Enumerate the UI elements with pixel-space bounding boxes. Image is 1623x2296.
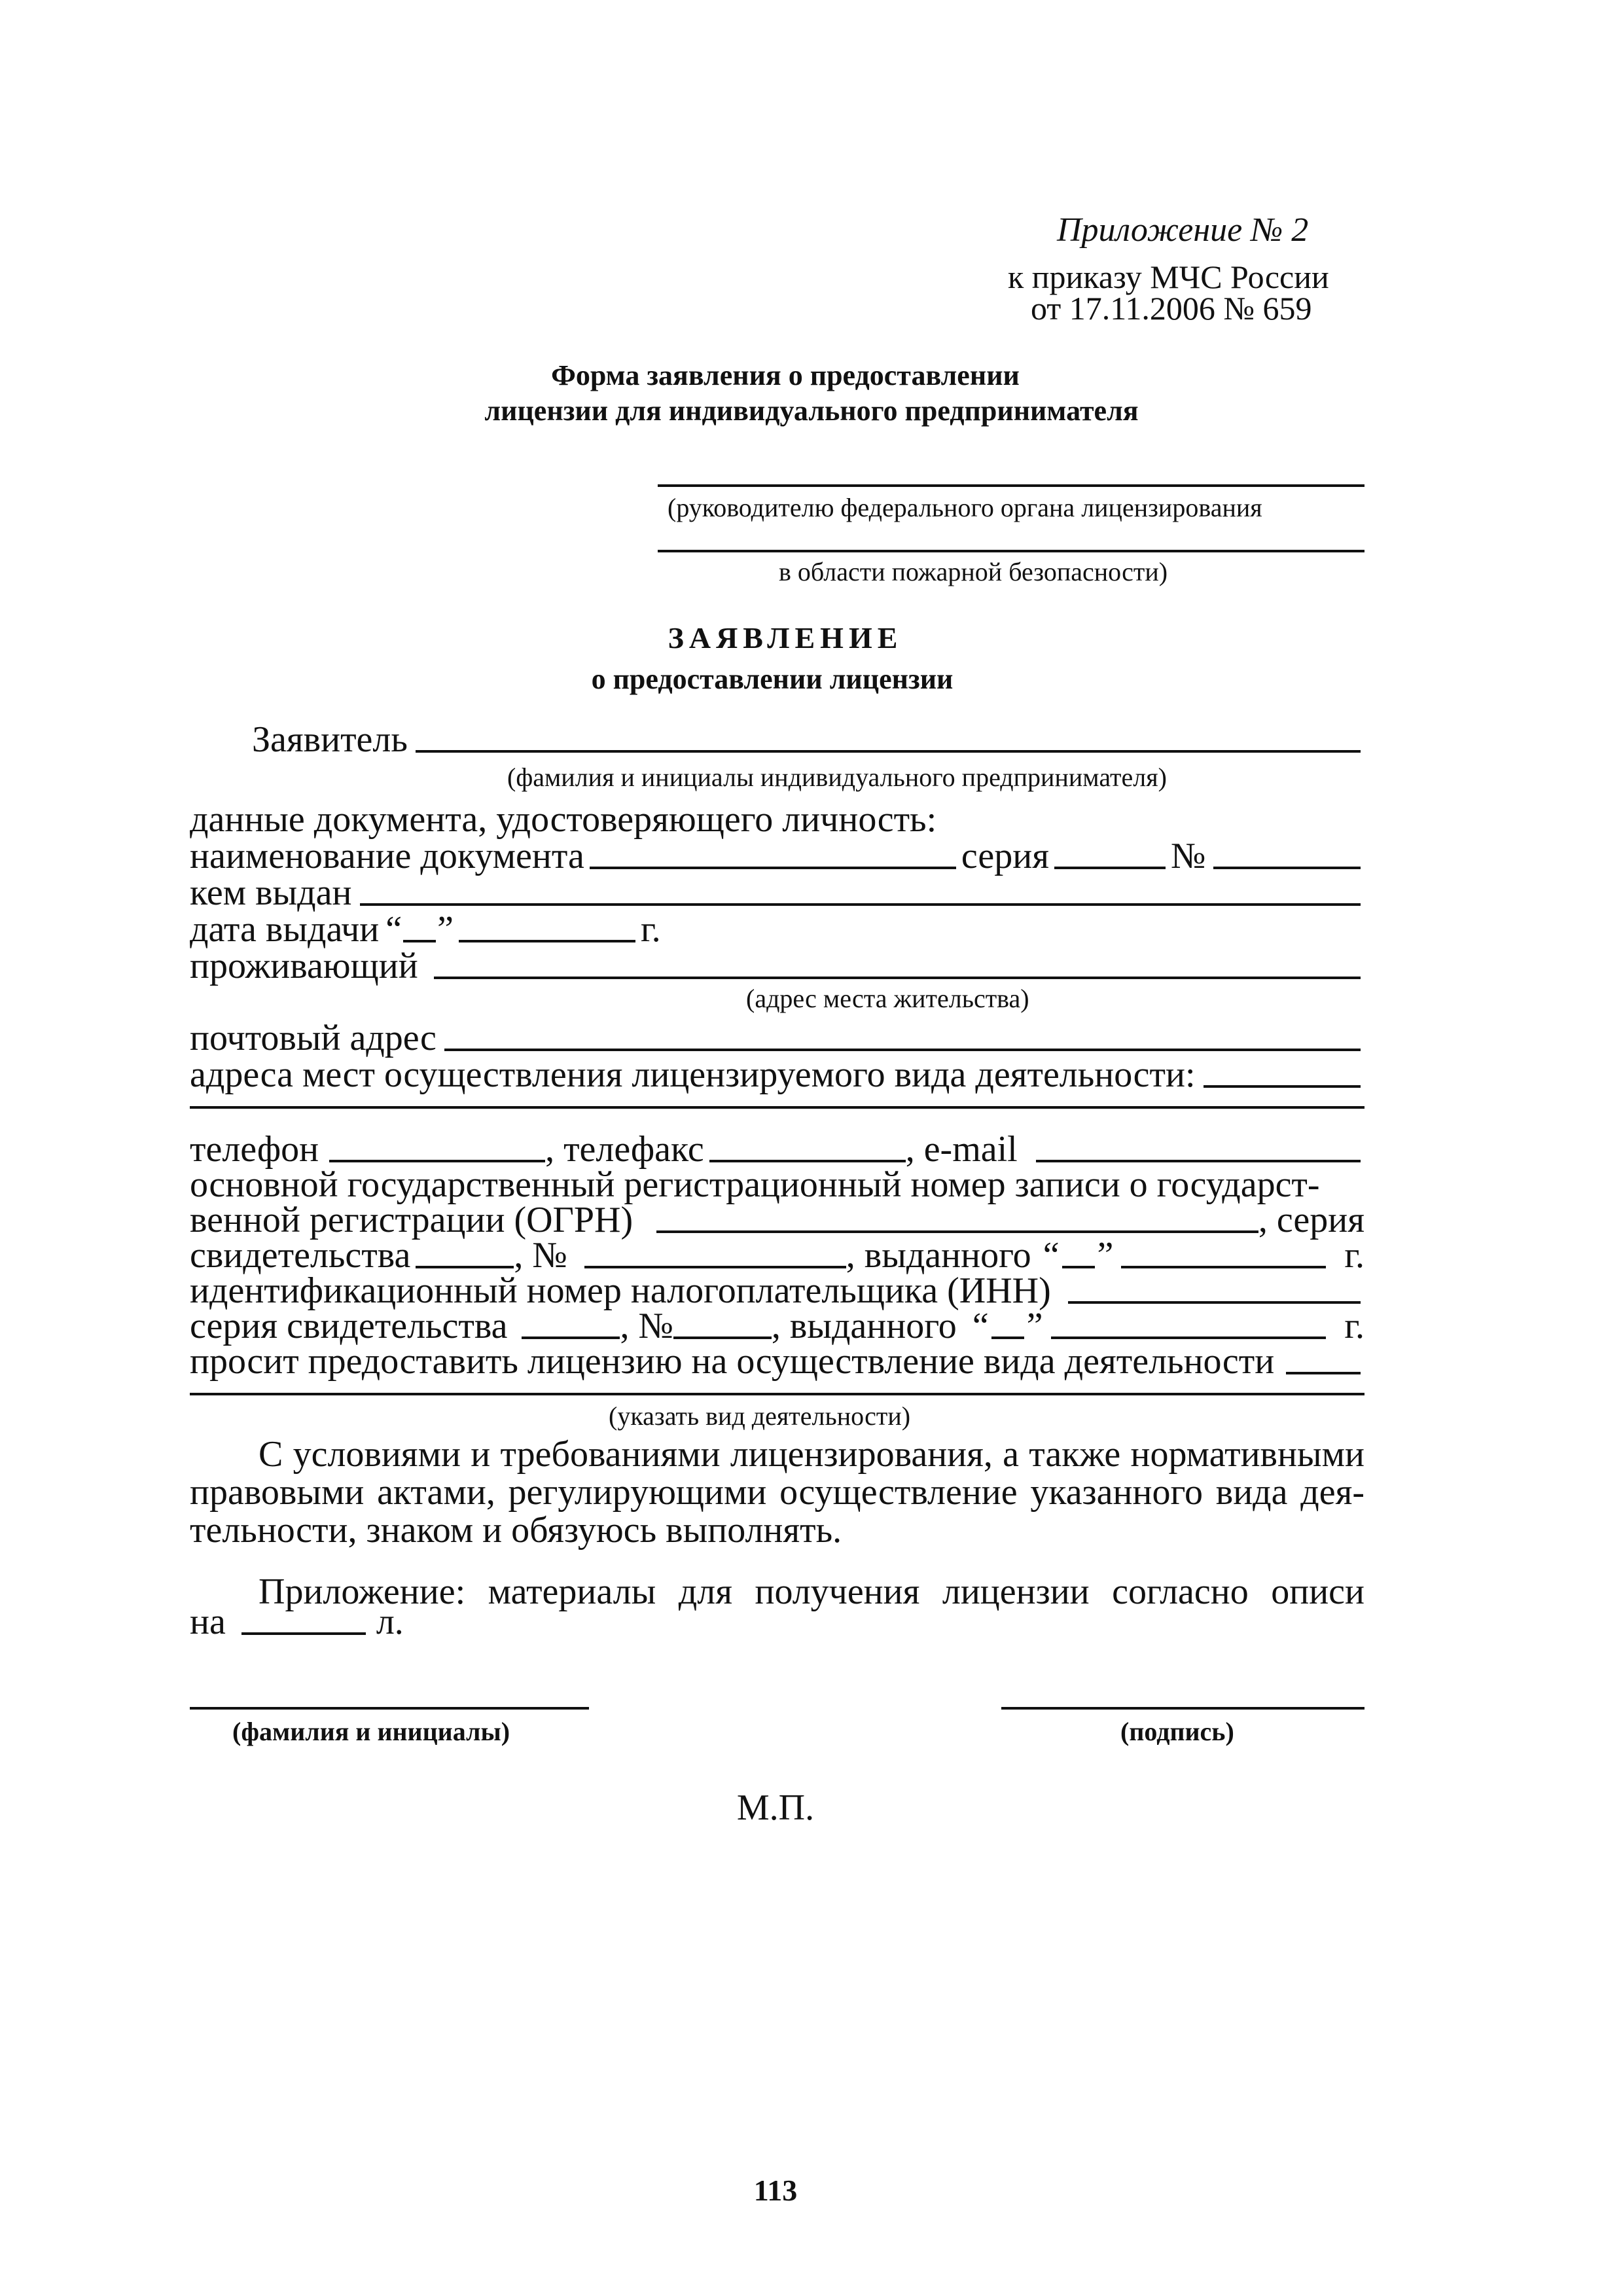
ogrn-series-label: , серия — [1258, 1200, 1364, 1240]
order-reference-line1: к приказу МЧС России — [1008, 259, 1329, 295]
inn-label: идентификационный номер налогоплательщика (ИНН) — [190, 1270, 1051, 1311]
order-reference-line2: от 17.11.2006 № 659 — [1031, 290, 1312, 327]
doc-number-label: № — [1170, 836, 1206, 876]
cert-issued-label: , выданного — [771, 1306, 957, 1346]
applicant-field[interactable] — [416, 750, 1361, 753]
postal-address-row — [190, 1018, 1364, 1059]
residing-label: проживающий — [190, 946, 418, 986]
postal-address-field[interactable] — [444, 1049, 1361, 1051]
applicant-label: Заявитель — [252, 719, 408, 760]
issued-by-field[interactable] — [360, 903, 1361, 906]
issue-date-label: дата выдачи — [190, 909, 380, 950]
certificate-label: свидетельства — [190, 1235, 411, 1276]
issue-date-row — [190, 910, 1364, 950]
applicant-row — [252, 720, 1364, 761]
addressee-hint-2: в области пожарной безопасности) — [779, 557, 1168, 586]
issue-date-quote-close: ” — [437, 909, 454, 950]
residence-hint: (адрес места жительства) — [746, 984, 1029, 1013]
activity-addresses-field[interactable] — [1204, 1085, 1361, 1088]
conditions-line-3: тельности, знаком и обязуюсь выполнять. — [190, 1510, 842, 1551]
certificate-quote-close: ” — [1097, 1235, 1114, 1276]
appendix-number: Приложение № 2 — [1057, 211, 1309, 249]
attachment-row-2 — [190, 1602, 517, 1643]
attachment-sheets-field[interactable] — [241, 1632, 366, 1635]
statement-subtitle: о предоставлении лицензии — [591, 663, 954, 695]
cert-number-label: , № — [620, 1306, 673, 1346]
email-label: , e-mail — [905, 1129, 1018, 1170]
activity-addresses-row — [190, 1055, 1364, 1096]
doc-series-field[interactable] — [1054, 867, 1166, 869]
doc-name-row — [190, 836, 1364, 877]
issued-by-row — [190, 873, 1364, 914]
addressee-line-1[interactable] — [658, 484, 1364, 487]
conditions-line-2: правовыми актами, регулирующими осуществление указанного вида дея- — [190, 1472, 1364, 1513]
issue-day-field[interactable] — [403, 940, 436, 942]
name-signature-line[interactable] — [190, 1707, 589, 1710]
request-label: просит предоставить лицензию на осуществление вида деятельности — [190, 1341, 1275, 1382]
form-title-line2: лицензии для индивидуального предпринимателя — [484, 395, 1139, 427]
certificate-year-label: г. — [1344, 1235, 1364, 1276]
certificate-issued-label: , выданного — [846, 1235, 1031, 1276]
id-doc-row — [190, 800, 1364, 840]
certificate-series-field[interactable] — [416, 1266, 514, 1268]
certificate-number-field[interactable] — [584, 1266, 846, 1268]
attachment-line-1: Приложение: материалы для получения лицензии согласно описи — [259, 1571, 1364, 1612]
cert-quote-open: “ — [972, 1306, 989, 1346]
issue-year-label: г. — [640, 909, 661, 950]
activity-type-hint: (указать вид деятельности) — [609, 1401, 911, 1431]
activity-addresses-line-2[interactable] — [190, 1106, 1364, 1109]
cert-number-field[interactable] — [673, 1336, 772, 1339]
cert-quote-close: ” — [1026, 1306, 1043, 1346]
residing-row — [190, 946, 1364, 987]
fax-label: , телефакс — [545, 1129, 704, 1170]
page-number: 113 — [753, 2174, 798, 2207]
certificate-quote-open: “ — [1043, 1235, 1060, 1276]
name-signature-hint: (фамилия и инициалы) — [232, 1717, 510, 1746]
ogrn-label-2: венной регистрации (ОГРН) — [190, 1200, 633, 1240]
id-doc-label: данные документа, удостоверяющего личность: — [190, 799, 937, 840]
phone-label: телефон — [190, 1129, 319, 1170]
inn-field[interactable] — [1068, 1301, 1361, 1304]
cert-day-field[interactable] — [991, 1336, 1024, 1339]
attachment-sheets-label: л. — [376, 1602, 404, 1642]
email-field[interactable] — [1036, 1160, 1361, 1162]
doc-series-label: серия — [961, 836, 1049, 876]
issue-date-quote-open: “ — [385, 909, 402, 950]
activity-type-line[interactable] — [190, 1393, 1364, 1395]
issue-month-field[interactable] — [459, 940, 635, 942]
form-title-line1: Форма заявления о предоставлении — [551, 359, 1020, 391]
activity-addresses-label: адреса мест осуществления лицензируемого вида деятельности: — [190, 1054, 1196, 1095]
cert-series-field[interactable] — [522, 1336, 620, 1339]
residing-field[interactable] — [434, 977, 1361, 979]
applicant-hint: (фамилия и инициалы индивидуального предпринимателя) — [507, 762, 1167, 792]
request-field[interactable] — [1286, 1372, 1361, 1374]
certificate-day-field[interactable] — [1062, 1266, 1095, 1268]
statement-title: ЗАЯВЛЕНИЕ — [668, 621, 903, 655]
seal-mark: М.П. — [736, 1787, 815, 1828]
fax-field[interactable] — [709, 1160, 906, 1162]
doc-name-label: наименование документа — [190, 836, 584, 876]
request-row — [190, 1342, 1364, 1382]
addressee-line-2[interactable] — [658, 550, 1364, 552]
ogrn-field[interactable] — [656, 1230, 1258, 1233]
cert-series-label: серия свидетельства — [190, 1306, 508, 1346]
certificate-number-label: , № — [514, 1235, 567, 1276]
ogrn-label-1: основной государственный регистрационный номер записи о государст- — [190, 1164, 1320, 1205]
certificate-month-field[interactable] — [1121, 1266, 1326, 1268]
attachment-on-label: на — [190, 1602, 226, 1642]
doc-name-field[interactable] — [590, 867, 956, 869]
addressee-hint-1: (руководителю федерального органа лицензирования — [668, 493, 1262, 522]
postal-address-label: почтовый адрес — [190, 1018, 437, 1058]
signature-hint: (подпись) — [1120, 1717, 1234, 1746]
phone-field[interactable] — [329, 1160, 545, 1162]
cert-month-field[interactable] — [1051, 1336, 1327, 1339]
cert-year-label: г. — [1344, 1306, 1364, 1346]
signature-line[interactable] — [1001, 1707, 1364, 1710]
conditions-line-1: С условиями и требованиями лицензирования, а также нормативными — [259, 1434, 1364, 1475]
doc-number-field[interactable] — [1213, 867, 1361, 869]
issued-by-label: кем выдан — [190, 872, 352, 913]
